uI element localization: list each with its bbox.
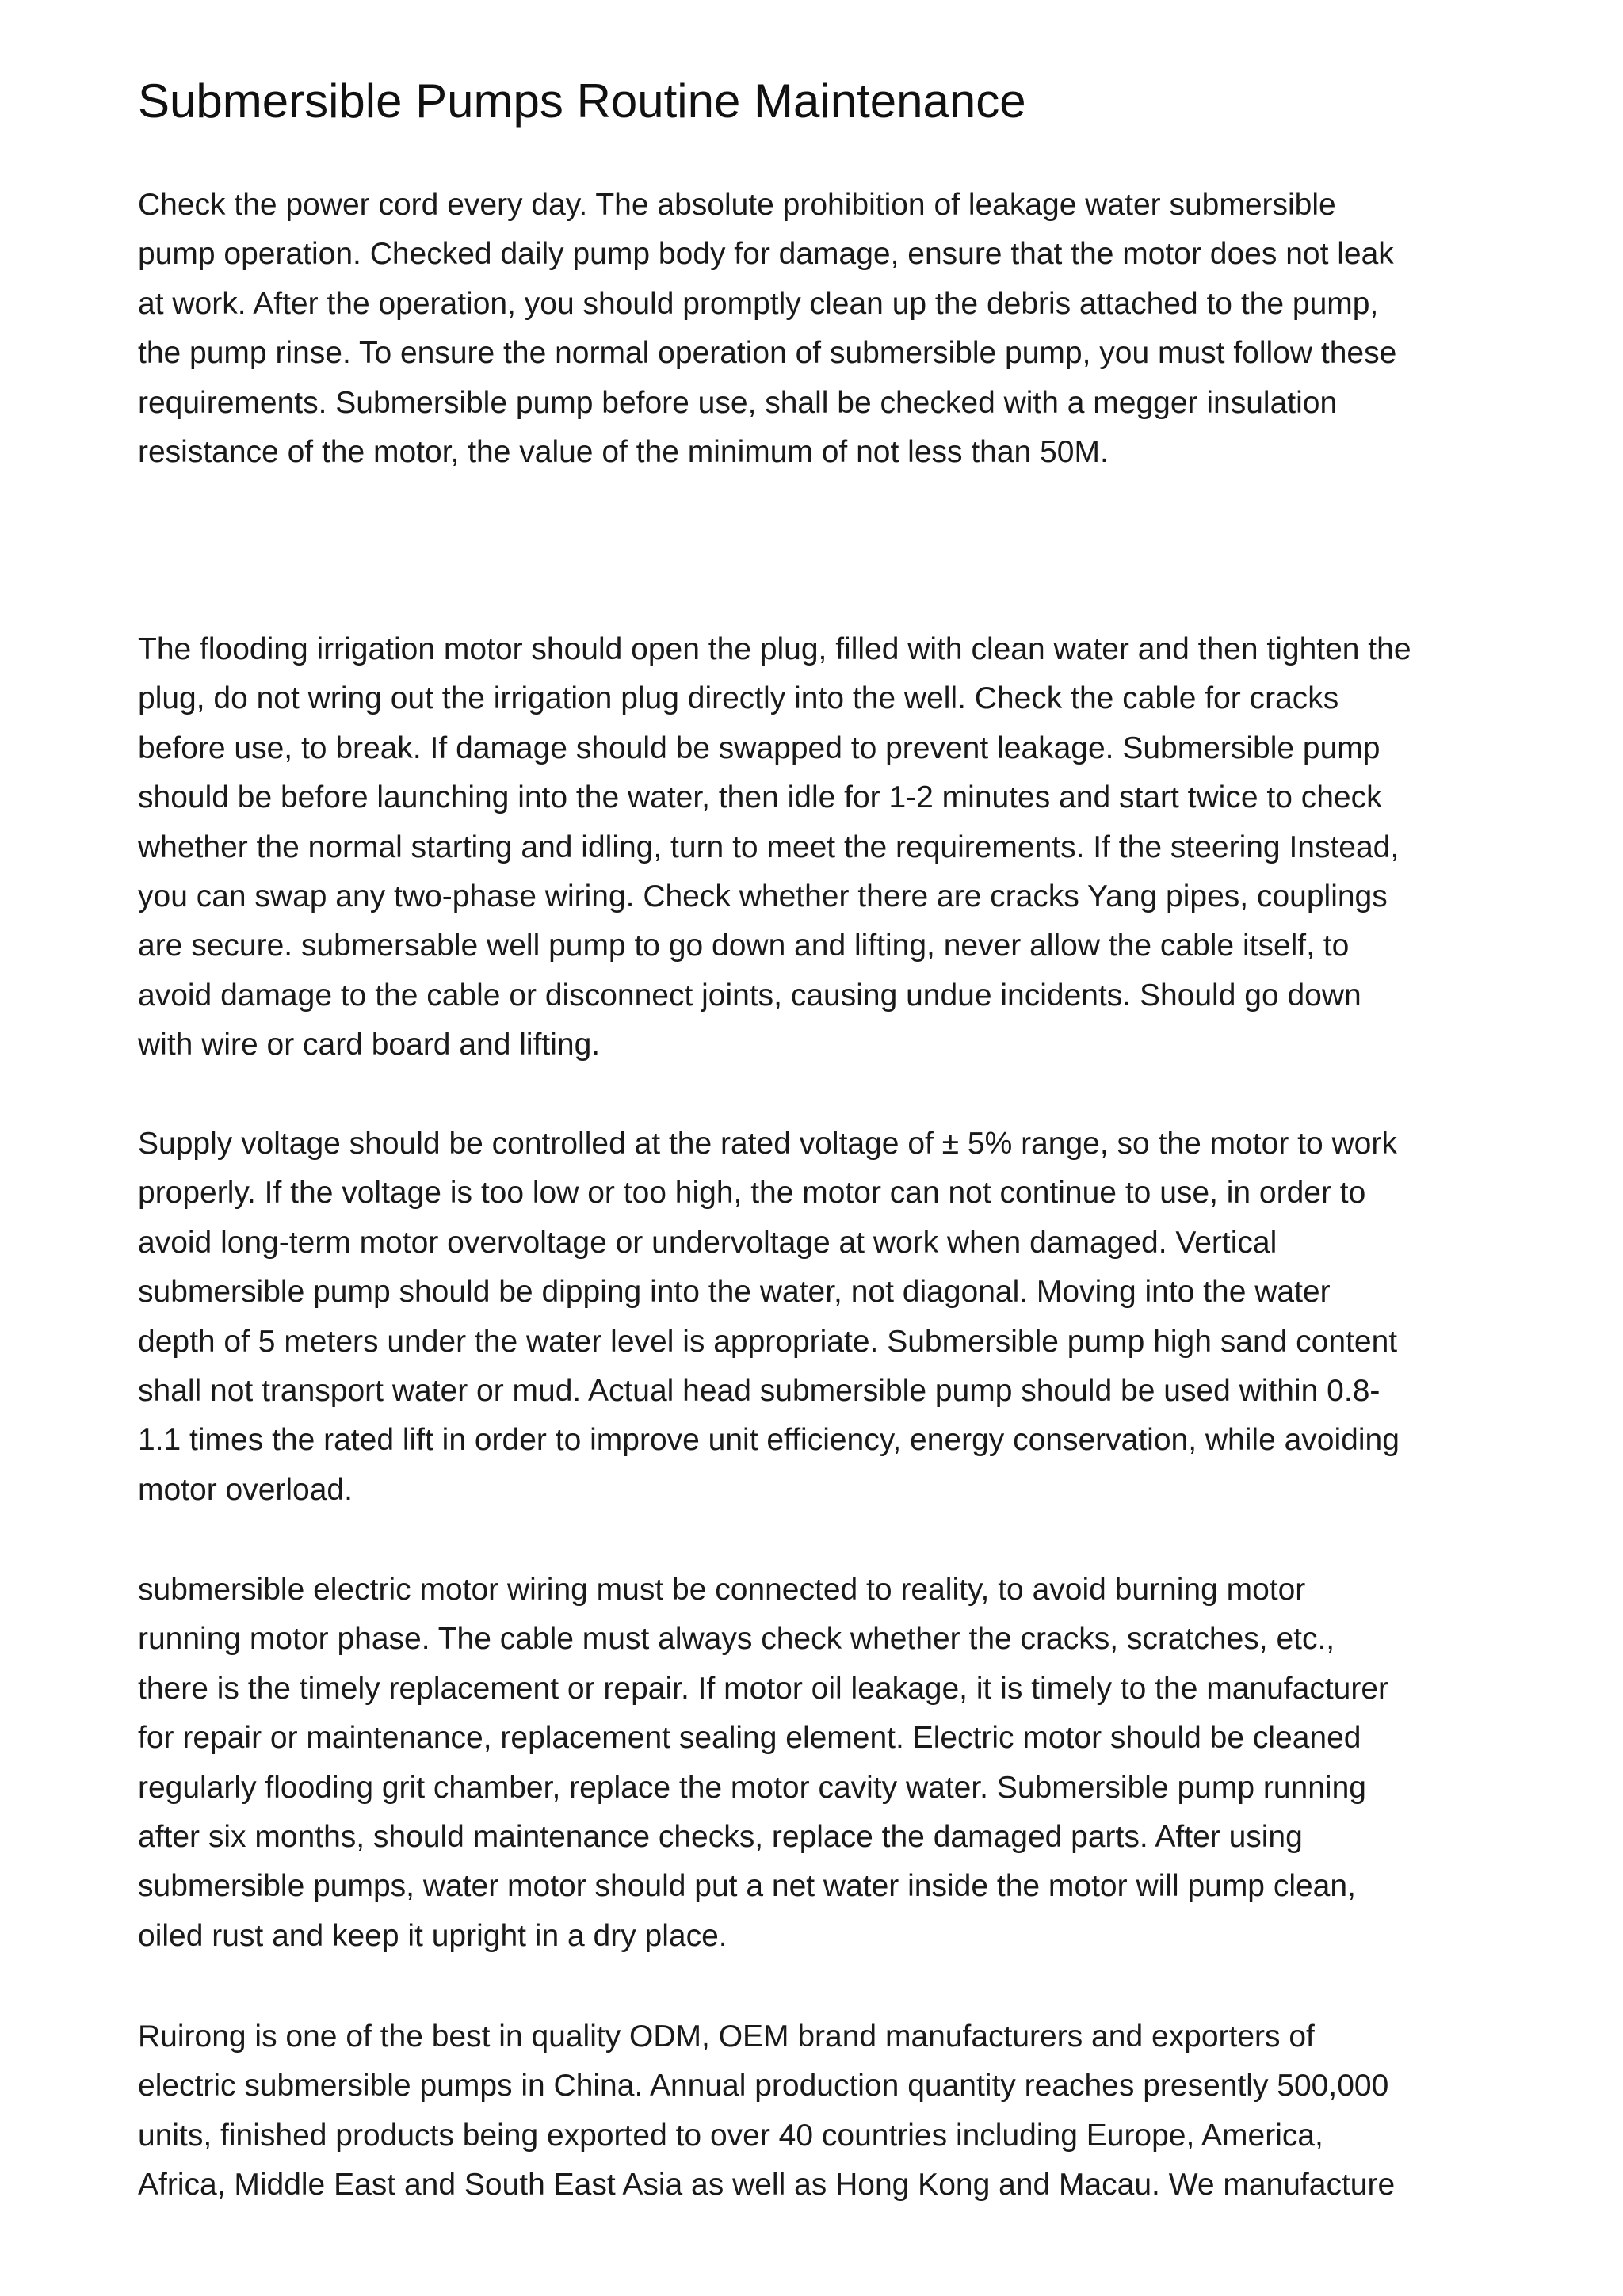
text-line: Ruirong is one of the best in quality ODM, OEM brand manufacturers and exporters of: [138, 2019, 1315, 2054]
text-line: avoid long-term motor overvoltage or undervoltage at work when damaged. Vertical: [138, 1225, 1277, 1260]
text-line: The flooding irrigation motor should open the plug, filled with clean water and then tighten the: [138, 632, 1411, 666]
page-title: Submersible Pumps Routine Maintenance: [138, 74, 1026, 128]
text-line: Check the power cord every day. The absolute prohibition of leakage water submersible: [138, 188, 1336, 222]
paragraph-irrigation-motor: [138, 625, 1501, 1070]
text-line: the pump rinse. To ensure the normal operation of submersible pump, you must follow these: [138, 336, 1397, 371]
text-line: submersible pumps, water motor should put a net water inside the motor will pump clean,: [138, 1869, 1356, 1904]
text-line: regularly flooding grit chamber, replace the motor cavity water. Submersible pump running: [138, 1770, 1366, 1805]
text-line: properly. If the voltage is too low or too high, the motor can not continue to use, in order to: [138, 1176, 1366, 1211]
paragraph-supply-voltage: [138, 1119, 1501, 1515]
text-line: 1.1 times the rated lift in order to improve unit efficiency, energy conservation, while avoiding: [138, 1423, 1400, 1458]
text-line: whether the normal starting and idling, turn to meet the requirements. If the steering Instead,: [138, 830, 1400, 864]
text-line: Supply voltage should be controlled at the rated voltage of ± 5% range, so the motor to work: [138, 1127, 1397, 1161]
text-line: there is the timely replacement or repair. If motor oil leakage, it is timely to the manufacturer: [138, 1671, 1389, 1706]
text-line: for repair or maintenance, replacement sealing element. Electric motor should be cleaned: [138, 1721, 1361, 1756]
text-line: units, finished products being exported to over 40 countries including Europe, America,: [138, 2118, 1323, 2153]
paragraph-power-cord-check: [138, 181, 1501, 477]
text-line: after six months, should maintenance checks, replace the damaged parts. After using: [138, 1819, 1303, 1854]
text-line: submersible electric motor wiring must be connected to reality, to avoid burning motor: [138, 1573, 1306, 1607]
text-line: pump operation. Checked daily pump body for damage, ensure that the motor does not leak: [138, 237, 1394, 272]
text-line: before use, to break. If damage should be swapped to prevent leakage. Submersible pump: [138, 730, 1381, 765]
text-line: are secure. submersable well pump to go down and lifting, never allow the cable itself, to: [138, 929, 1350, 963]
text-line: at work. After the operation, you should promptly clean up the debris attached to the pump,: [138, 286, 1379, 321]
text-line: plug, do not wring out the irrigation plug directly into the well. Check the cable for cracks: [138, 681, 1339, 716]
text-line: resistance of the motor, the value of the minimum of not less than 50M.: [138, 434, 1109, 469]
paragraph-ruirong-company: [138, 2012, 1501, 2210]
text-line: you can swap any two-phase wiring. Check whether there are cracks Yang pipes, couplings: [138, 879, 1388, 913]
text-line: depth of 5 meters under the water level is appropriate. Submersible pump high sand content: [138, 1324, 1398, 1359]
paragraph-motor-wiring: [138, 1566, 1501, 1961]
text-line: avoid damage to the cable or disconnect joints, causing undue incidents. Should go down: [138, 978, 1361, 1013]
text-line: shall not transport water or mud. Actual head submersible pump should be used within 0.8-: [138, 1373, 1381, 1408]
text-line: running motor phase. The cable must always check whether the cracks, scratches, etc.,: [138, 1622, 1335, 1657]
text-line: motor overload.: [138, 1472, 353, 1507]
text-line: oiled rust and keep it upright in a dry place.: [138, 1918, 727, 1953]
text-line: with wire or card board and lifting.: [138, 1028, 601, 1062]
text-line: Africa, Middle East and South East Asia as well as Hong Kong and Macau. We manufacture: [138, 2168, 1396, 2203]
text-line: electric submersible pumps in China. Annual production quantity reaches presently 500,000: [138, 2069, 1389, 2103]
text-line: should be before launching into the water, then idle for 1-2 minutes and start twice to check: [138, 780, 1382, 815]
text-line: submersible pump should be dipping into the water, not diagonal. Moving into the water: [138, 1275, 1331, 1310]
text-line: requirements. Submersible pump before use, shall be checked with a megger insulation: [138, 385, 1338, 420]
